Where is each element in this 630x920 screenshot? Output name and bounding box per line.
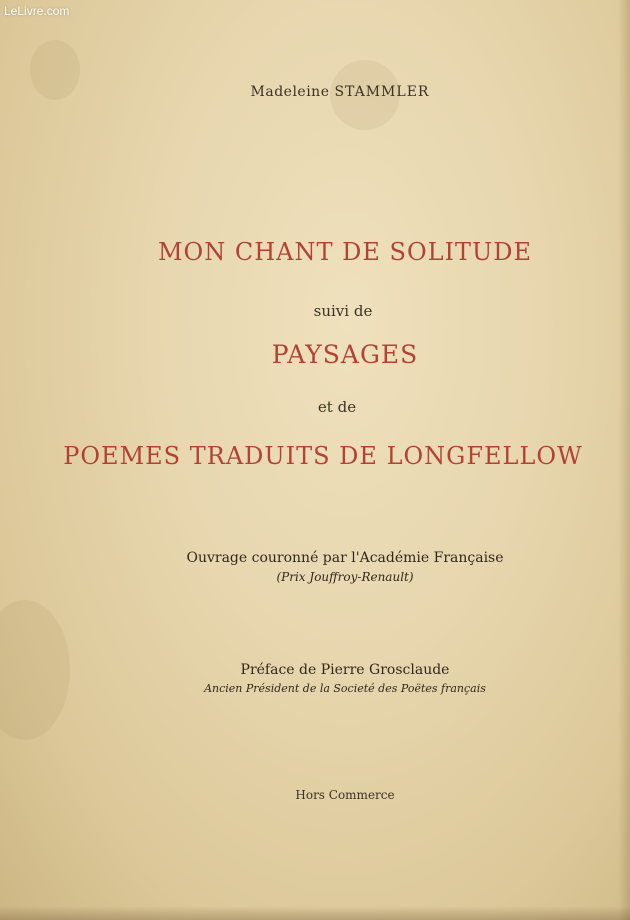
award-prize: (Prix Jouffroy-Renault) [276, 570, 414, 584]
second-title: PAYSAGES [271, 340, 419, 369]
page-edge-right [618, 0, 630, 920]
watermark: LeLivre.com [4, 4, 70, 18]
author-name [40, 84, 630, 100]
author-last-name: STAMMLER [334, 84, 430, 100]
third-title: POEMES TRADUITS DE LONGFELLOW [63, 442, 583, 470]
page-edge-bottom [0, 906, 630, 920]
author-first-name: Madeleine [250, 84, 330, 100]
main-title: MON CHANT DE SOLITUDE [157, 238, 533, 266]
distribution-note: Hors Commerce [295, 788, 395, 802]
title-connector-et: et de [317, 398, 357, 416]
preface-author-title: Ancien Président de la Societé des Poëtes français [204, 682, 486, 695]
preface-line: Préface de Pierre Grosclaude [240, 662, 450, 678]
award-line: Ouvrage couronné par l'Académie Française [186, 550, 504, 566]
title-connector-suivi: suivi de [313, 302, 373, 320]
